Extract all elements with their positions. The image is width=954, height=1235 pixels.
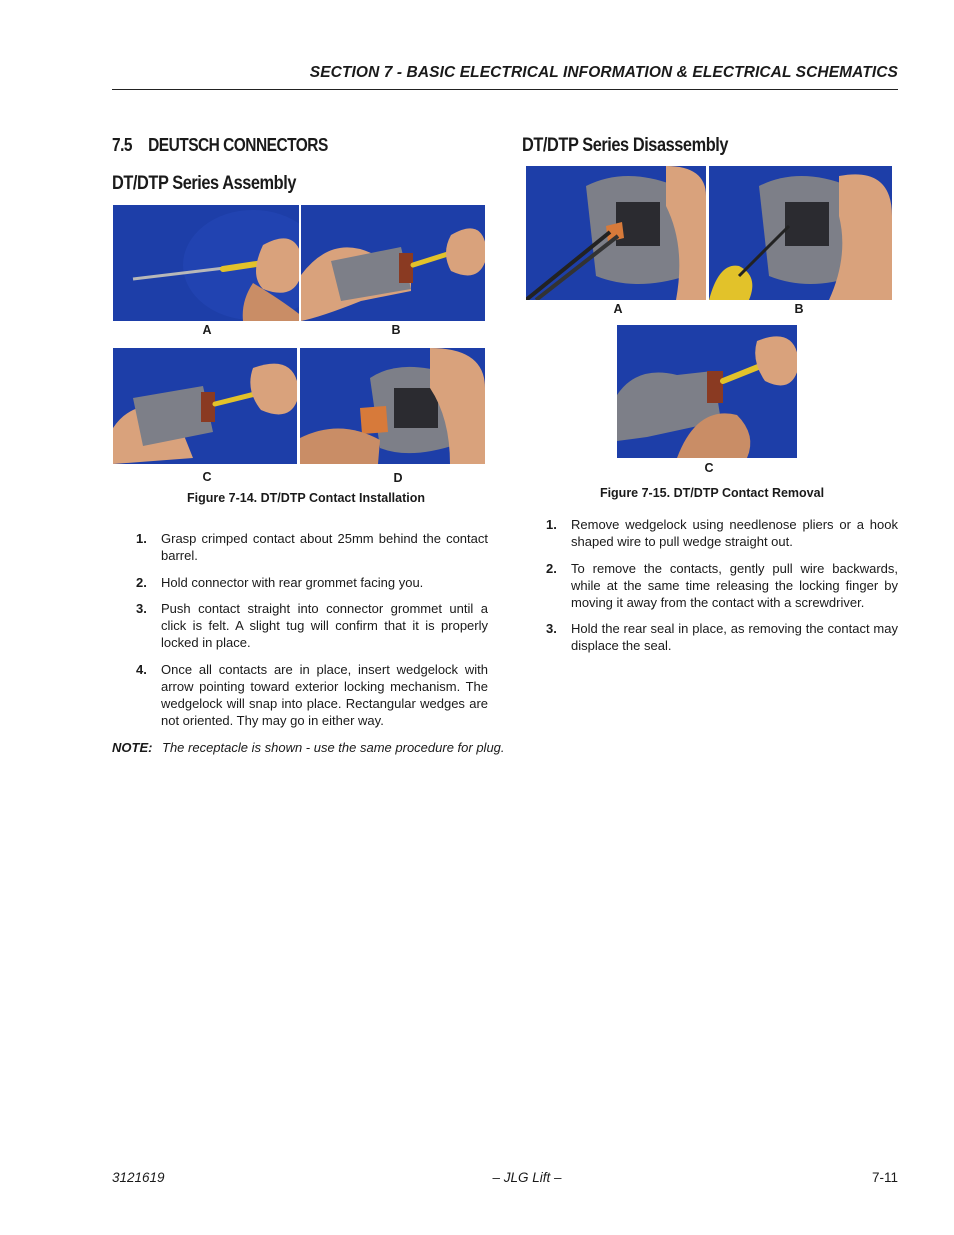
- assembly-label-d: D: [393, 471, 403, 485]
- list-item: 3. Push contact straight into connector grommet until a click is felt. A slight tug will confirm that it is properly locked in place.: [136, 601, 488, 650]
- list-item: 3. Hold the rear seal in place, as removing the contact may displace the seal.: [546, 621, 898, 653]
- disassembly-steps: [522, 516, 898, 664]
- assembly-steps: [112, 530, 488, 738]
- list-item: 1. Grasp crimped contact about 25mm behind the contact barrel.: [136, 531, 488, 563]
- assembly-label-b: B: [391, 323, 401, 337]
- footer-center: – JLG Lift –: [492, 1170, 562, 1185]
- list-item: 2. Hold connector with rear grommet facing you.: [136, 574, 424, 590]
- section-heading: [112, 135, 328, 156]
- assembly-photo-a: [113, 205, 299, 321]
- assembly-photo-d: [300, 348, 485, 464]
- assembly-subheading: DT/DTP Series Assembly: [112, 173, 296, 194]
- running-header: SECTION 7 - BASIC ELECTRICAL INFORMATION & ELECTRICAL SCHEMATICS: [309, 64, 898, 81]
- figure-caption-7-14: Figure 7-14. DT/DTP Contact Installation: [187, 491, 425, 505]
- list-item: 4. Once all contacts are in place, insert wedgelock with arrow pointing toward exterior locking mechanism. The wedgelock will snap into place. Rectangular wedges are not oriented. Thy may go in either way.: [136, 661, 488, 728]
- assembly-photo-c: [113, 348, 297, 464]
- disassembly-subheading: DT/DTP Series Disassembly: [522, 135, 729, 156]
- list-item: 1. Remove wedgelock using needlenose pliers or a hook shaped wire to pull wedge straight out.: [546, 517, 898, 549]
- disassembly-label-b: B: [794, 302, 804, 316]
- footer-doc-number: 3121619: [112, 1170, 165, 1185]
- note-text: The receptacle is shown - use the same procedure for plug.: [162, 740, 505, 755]
- disassembly-photo-c: [617, 325, 797, 458]
- assembly-label-c: C: [202, 470, 212, 484]
- disassembly-label-c: C: [704, 461, 714, 475]
- disassembly-label-a: A: [613, 302, 623, 316]
- assembly-photo-b: [301, 205, 485, 321]
- note: [112, 740, 505, 755]
- disassembly-photo-b: [709, 166, 892, 300]
- footer-page-number: 7-11: [871, 1170, 898, 1185]
- disassembly-photo-a: [526, 166, 706, 300]
- list-item: 2. To remove the contacts, gently pull wire backwards, while at the same time releasing the locking finger by moving it away from the contact with a screwdriver.: [546, 560, 898, 610]
- section-number: 7.5: [112, 135, 132, 155]
- assembly-label-a: A: [202, 323, 212, 337]
- note-label: NOTE:: [112, 740, 153, 755]
- header-rule: [112, 89, 898, 90]
- figure-caption-7-15: Figure 7-15. DT/DTP Contact Removal: [599, 486, 825, 500]
- section-title: DEUTSCH CONNECTORS: [148, 135, 328, 155]
